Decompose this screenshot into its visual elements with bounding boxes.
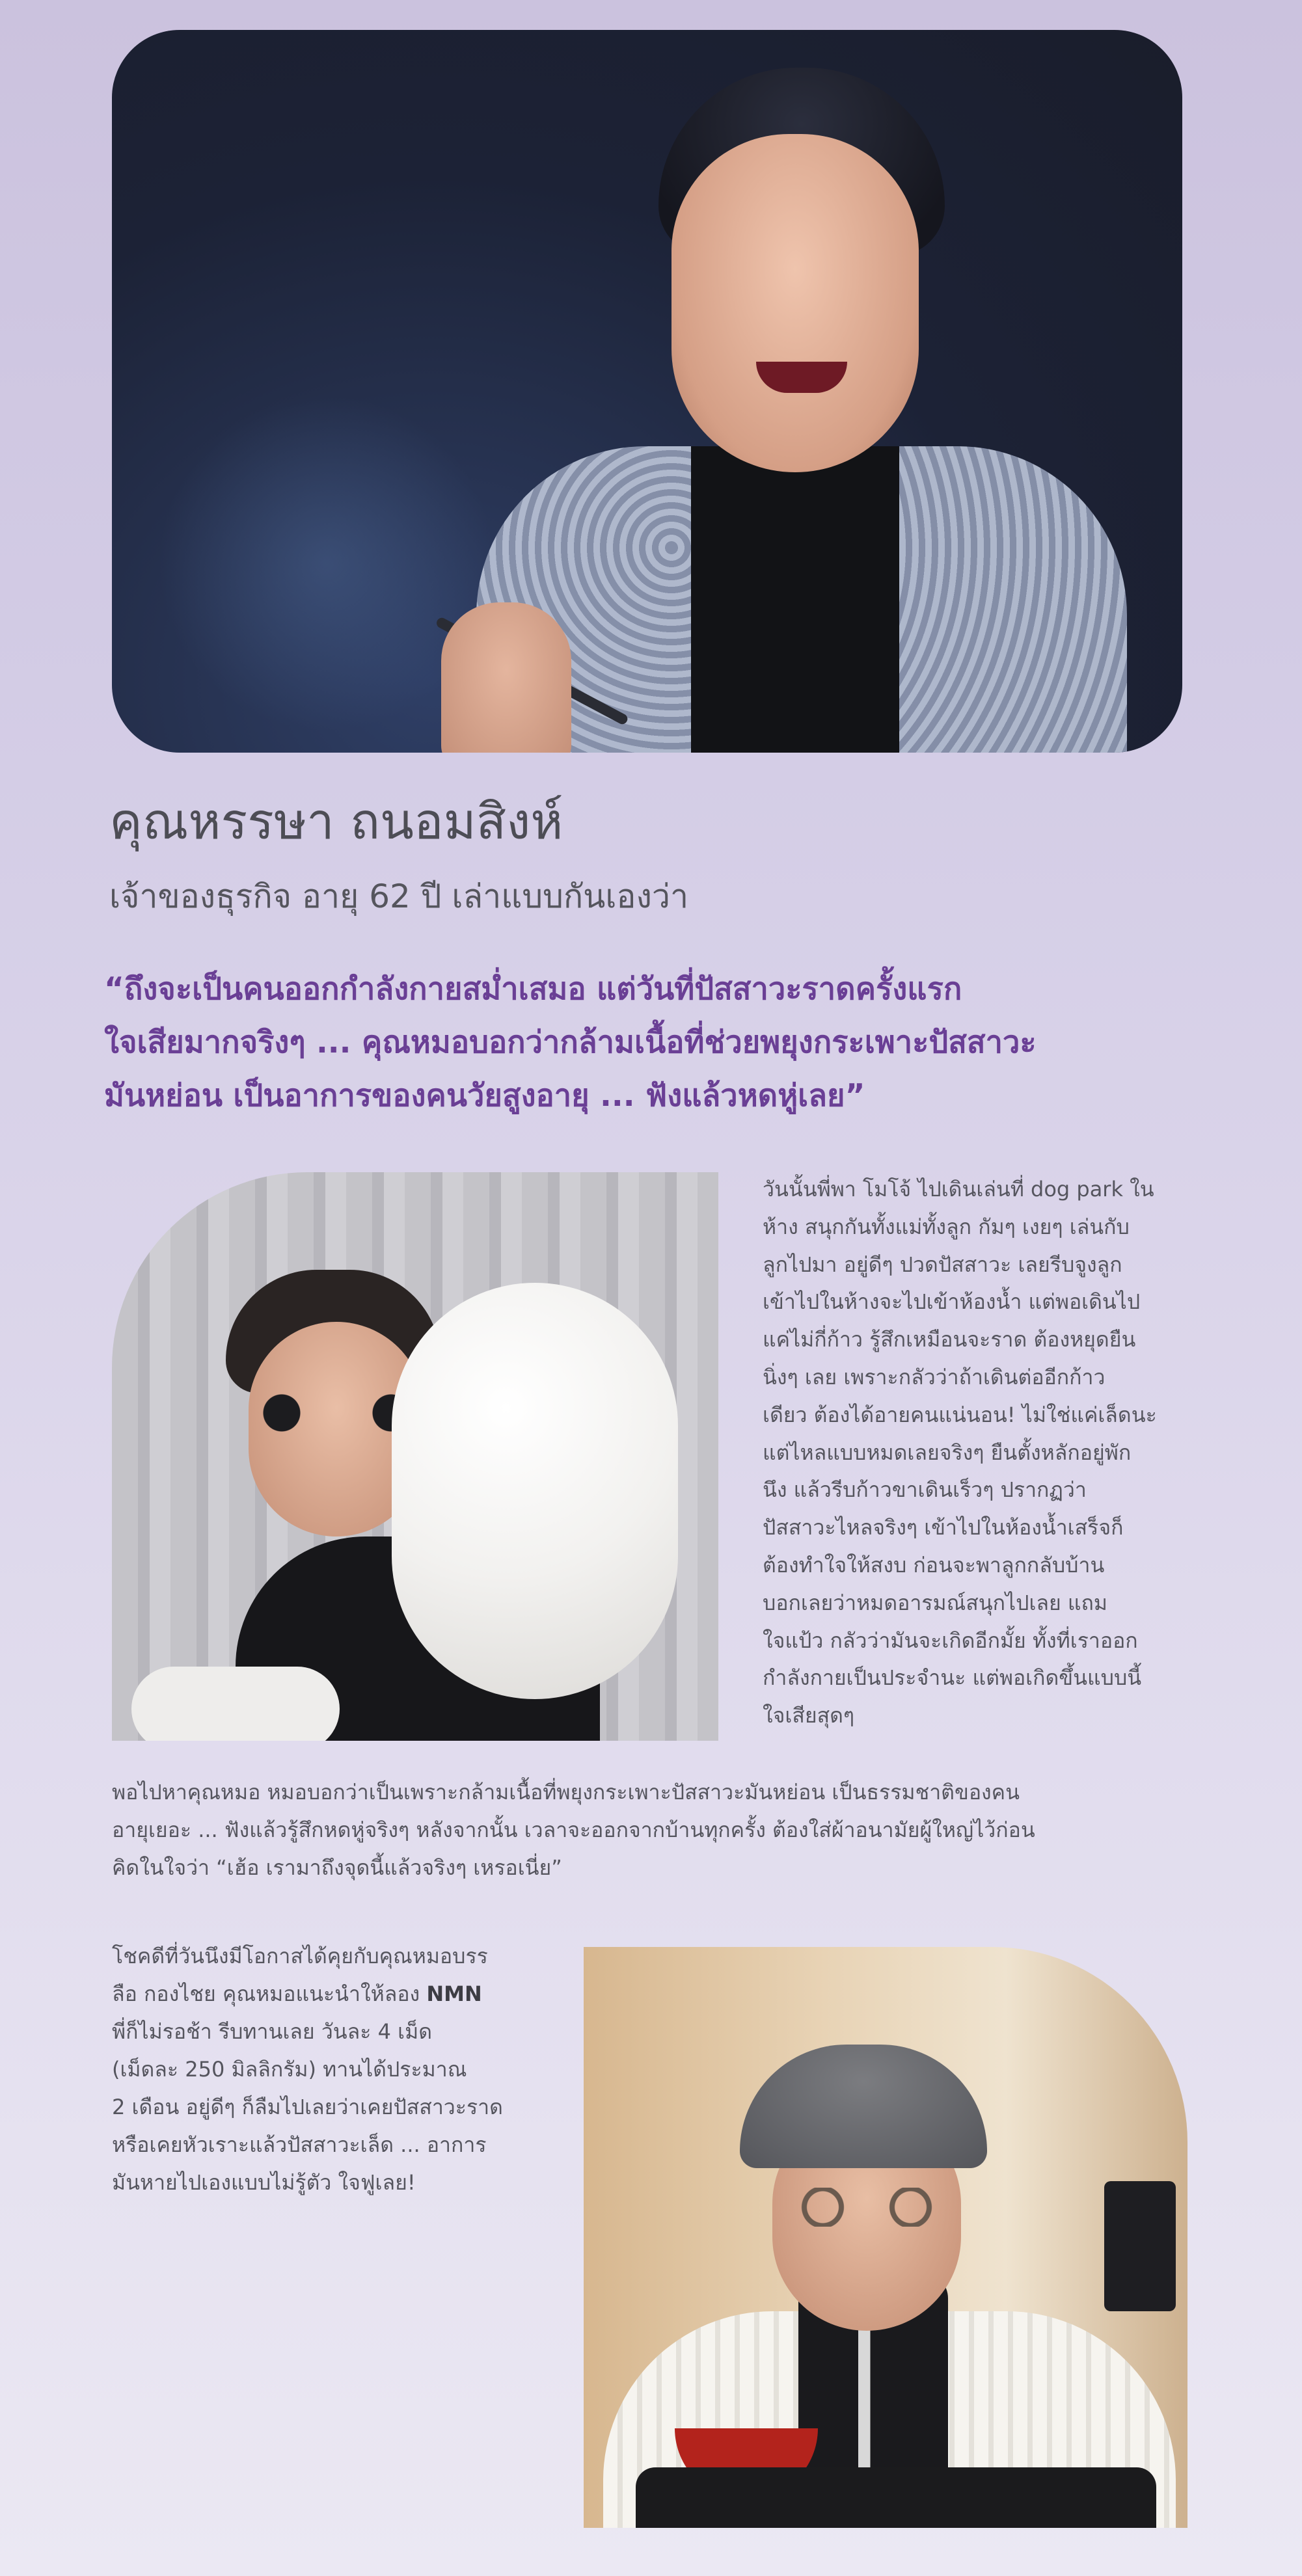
text-line: 2 เดือน อยู่ดีๆ ก็ลืมไปเลยว่าเคยปัสสาวะราด <box>112 2095 503 2119</box>
text-line: ใจแป้ว กลัวว่ามันจะเกิดอีกมั้ย ทั้งที่เราออก <box>763 1628 1138 1653</box>
text-line: ปัสสาวะไหลจริงๆ เข้าไปในห้องน้ำเสร็จก็ <box>763 1515 1124 1540</box>
text-line: เดียว ต้องได้อายคนแน่นอน! ไม่ใช่แค่เล็ดนะ <box>763 1402 1157 1427</box>
text-line: แค่ไม่กี่ก้าว รู้สึกเหมือนจะราด ต้องหยุดยืน <box>763 1327 1136 1352</box>
text-line: บอกเลยว่าหมดอารมณ์สนุกไปเลย แถม <box>763 1590 1108 1615</box>
text-line: พอไปหาคุณหมอ หมอบอกว่าเป็นเพราะกล้ามเนื้อที่พยุงกระเพาะปัสสาวะมันหย่อน เป็นธรรมชาติของคน <box>112 1780 1020 1805</box>
text-line: เข้าไปในห้างจะไปเข้าห้องน้ำ แต่พอเดินไป <box>763 1289 1141 1315</box>
product-name: NMN <box>426 1981 482 2006</box>
text-line: วันนั้นพี่พา โมโจ้ ไปเดินเล่นที่ dog park ใน <box>763 1177 1154 1201</box>
text-line: ลูกไปมา อยู่ดีๆ ปวดปัสสาวะ เลยรีบจูงลูก <box>763 1252 1122 1277</box>
hero-portrait-photo <box>112 30 1182 753</box>
text-line: แต่ไหลแบบหมดเลยจริงๆ ยืนตั้งหลักอยู่พัก <box>763 1440 1132 1465</box>
text-line: นึง แล้วรีบก้าวขาเดินเร็วๆ ปรากฏว่า <box>763 1477 1087 1503</box>
text-line <box>112 1975 554 2013</box>
text-line: นิ่งๆ เลย เพราะกลัวว่าถ้าเดินต่ออีกก้าว <box>763 1364 1105 1389</box>
text-line: ต้องทำใจให้สงบ ก่อนจะพาลูกกลับบ้าน <box>763 1552 1105 1577</box>
text-fragment: ลือ กองไชย คุณหมอแนะนำให้ลอง <box>112 1981 427 2006</box>
text-line: มันหายไปเองแบบไม่รู้ตัว ใจฟูเลย! <box>112 2170 416 2195</box>
quote-line: “ถึงจะเป็นคนออกกำลังกายสม่ำเสมอ แต่วันที่ปัสสาวะราดครั้งแรก <box>104 971 962 1007</box>
text-line: (เม็ดละ 250 มิลลิกรัม) ทานได้ประมาณ <box>112 2057 467 2082</box>
woman-with-hat-photo <box>584 1947 1187 2528</box>
text-line: ห้าง สนุกกันทั้งแม่ทั้งลูก กัมๆ เงยๆ เล่นกับ <box>763 1214 1130 1239</box>
story-paragraph-3 <box>112 1937 554 2201</box>
quote-line: ใจเสียมากจริงๆ ... คุณหมอบอกว่ากล้ามเนื้อที่ช่วยพยุงกระเพาะปัสสาวะ <box>104 1025 1037 1060</box>
testimonial-quote <box>104 963 1197 1123</box>
text-line: คิดในใจว่า “เฮ้อ เรามาถึงจุดนี้แล้วจริงๆ เหรอเนี่ย” <box>112 1855 562 1880</box>
person-subtitle: เจ้าของธุรกิจ อายุ 62 ปี เล่าแบบกันเองว่า <box>109 878 689 915</box>
text-line: โชคดีที่วันนึงมีโอกาสได้คุยกับคุณหมอบรร <box>112 1944 488 1968</box>
story-paragraph-1 <box>763 1171 1192 1735</box>
text-line: กำลังกายเป็นประจำนะ แต่พอเกิดขึ้นแบบนี้ <box>763 1665 1142 1691</box>
quote-line: มันหย่อน เป็นอาการของคนวัยสูงอายุ ... ฟังแล้วหดหู่เลย” <box>104 1078 865 1114</box>
text-line: ใจเสียสุดๆ <box>763 1703 855 1728</box>
woman-with-dog-photo <box>112 1172 718 1741</box>
person-name: คุณหรรษา ถนอมสิงห์ <box>109 792 563 850</box>
text-line: พี่ก็ไม่รอช้า รีบทานเลย วันละ 4 เม็ด <box>112 2019 432 2044</box>
text-line: อายุเยอะ ... ฟังแล้วรู้สึกหดหู่จริงๆ หลังจากนั้น เวลาจะออกจากบ้านทุกครั้ง ต้องใส่ผ้าอนามัยผู้ใหญ่ไว้ก่อน <box>112 1818 1035 1842</box>
story-paragraph-2 <box>112 1773 1192 1886</box>
text-line: หรือเคยหัวเราะแล้วปัสสาวะเล็ด ... อาการ <box>112 2132 487 2157</box>
